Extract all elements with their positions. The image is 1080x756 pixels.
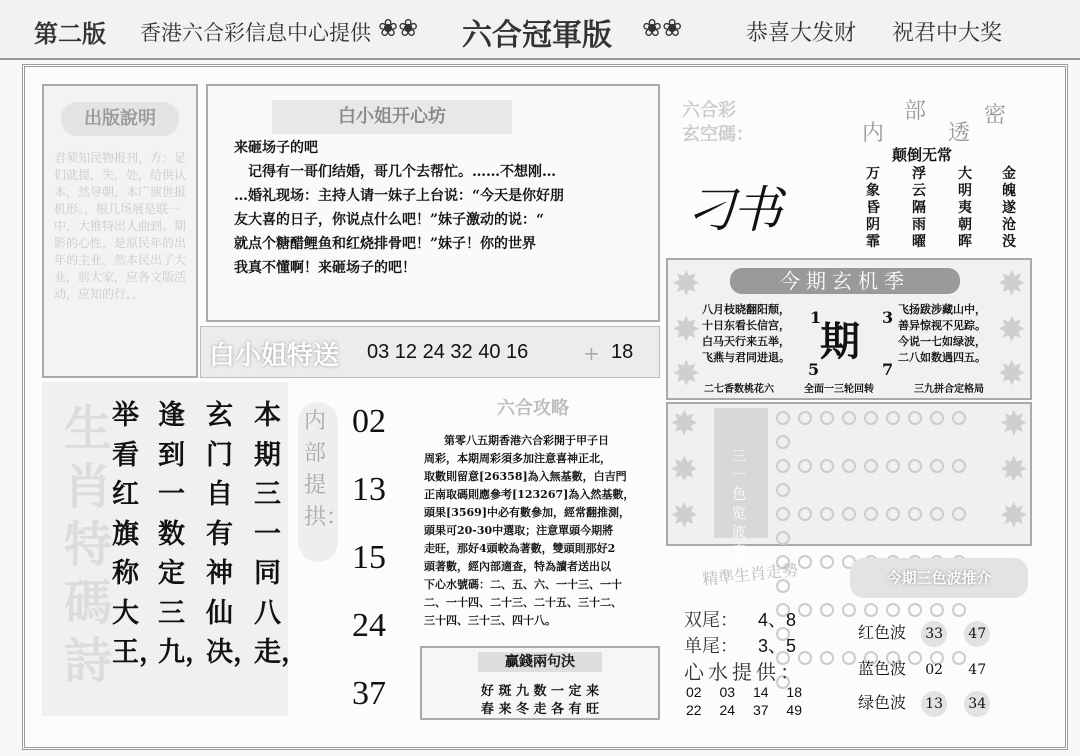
inside-title-1: 内 xyxy=(862,121,885,146)
poem-line: 今说一七如绿波， xyxy=(898,335,986,348)
inside-poem-column: 浮云隔雨曜 xyxy=(912,166,926,250)
poem-line: 飞扬跋涉藏山中， xyxy=(898,303,986,316)
mystery-panel xyxy=(666,258,1032,400)
color-grid-side xyxy=(714,408,768,560)
special-plus: + xyxy=(583,341,600,365)
wave-ball: 47 xyxy=(964,621,990,647)
color-wave-title: 今期三色波推介 xyxy=(850,558,1028,598)
poem-line: 八月枝晓翻阳颓， xyxy=(702,303,790,316)
heart-number: 14 xyxy=(752,684,769,700)
heart-number: 02 xyxy=(686,684,702,700)
mystery-n3: 5 xyxy=(808,360,820,379)
xuan-code-handwritten: 刁书 xyxy=(686,181,778,239)
strategy-line: 取數則留意[26358]為入無基數，白吉門 xyxy=(424,470,627,483)
wave-label: 绿色波 xyxy=(858,693,907,712)
mystery-right-poem xyxy=(898,302,986,366)
inner-label: 内部提拱： xyxy=(304,409,349,530)
color-wave-panel xyxy=(850,548,1028,718)
star-icon: ✸ xyxy=(997,264,1026,304)
provider-label: 香港六合彩信息中心提供 xyxy=(140,21,371,45)
wave-label: 蓝色波 xyxy=(858,659,907,678)
color-wave-row xyxy=(858,656,1028,683)
circle-row xyxy=(772,456,986,504)
star-icon: ✸ xyxy=(672,310,701,350)
money-panel xyxy=(420,646,660,720)
money-line-1: 好 斑 九 数 一 定 来 xyxy=(480,684,600,699)
heart-number: 03 xyxy=(719,684,736,700)
inner-number: 02 xyxy=(352,403,386,440)
inside-subtitle: 颠倒无常 xyxy=(892,146,953,164)
wave-number: 02 xyxy=(925,662,944,678)
tails-panel xyxy=(672,548,848,718)
publish-note-panel xyxy=(42,84,198,378)
inner-number: 24 xyxy=(352,607,386,644)
strategy-panel xyxy=(418,382,658,642)
inside-title-4: 密 xyxy=(984,103,1007,128)
inside-panel xyxy=(852,86,1032,256)
color-grid-panel xyxy=(666,402,1032,560)
color-grid-side-label: 三一色览波表 xyxy=(732,449,746,560)
mystery-center-char: 期 xyxy=(820,318,860,365)
double-tail-value: 4、8 xyxy=(758,610,797,630)
circle-row xyxy=(772,504,986,552)
greeting-right: 祝君中大奖 xyxy=(892,21,1003,46)
joke-line: 记得有一哥们结婚，哥几个去帮忙。……不想刚… xyxy=(248,164,556,180)
wave-ball: 33 xyxy=(921,621,947,647)
inside-poem-column: 万象昏阴霏 xyxy=(866,166,880,250)
star-icon: ✸ xyxy=(997,354,1026,394)
inside-poem-column: 金魄遂沧没 xyxy=(1002,166,1016,250)
star-icon: ✸ xyxy=(670,496,699,536)
strategy-line: 下心水號碼：二、五、六、一十三、一十 xyxy=(424,578,622,591)
money-line-2: 春 来 冬 走 各 有 旺 xyxy=(480,702,600,717)
verse-column: 本期三一同八走， xyxy=(254,400,308,668)
poem-line: 善异惊视不见踪。 xyxy=(898,319,986,332)
special-label: 白小姐特送 xyxy=(209,341,340,371)
star-icon: ✸ xyxy=(670,404,699,444)
edition-title: 六合冠軍版 xyxy=(462,18,612,53)
mystery-n4: 7 xyxy=(882,360,894,379)
mystery-foot-2: 全面一三轮回转 xyxy=(804,384,874,395)
strategy-line: 正南取碼則應參考[123267]為入然基數， xyxy=(424,488,635,501)
poem-line: 飞燕与君同进退。 xyxy=(702,351,790,364)
strategy-line: 頭果可20-30中選取；注意單頭今期將 xyxy=(424,524,614,537)
xuan-label-1: 六合彩 xyxy=(682,100,736,121)
star-icon: ✸ xyxy=(999,450,1028,490)
wave-label: 红色波 xyxy=(858,623,907,642)
edition-label: 第二版 xyxy=(34,19,106,48)
mystery-foot-3: 三九拼合定格局 xyxy=(914,384,984,395)
joke-line: …婚礼现场：主持人请一妹子上台说：“今天是你好朋 xyxy=(234,188,565,204)
wave-ball: 34 xyxy=(964,691,990,717)
double-tail-label: 双尾： xyxy=(684,610,738,631)
star-icon: ✸ xyxy=(672,354,701,394)
page-header xyxy=(0,0,1080,60)
heart-label: 心水提供： xyxy=(684,660,804,684)
mystery-foot-1: 二七香数桃花六 xyxy=(704,384,774,395)
xuan-label-2: 玄空碼： xyxy=(682,124,754,145)
greeting-left: 恭喜大发财 xyxy=(746,21,857,46)
wave-number: 47 xyxy=(968,662,987,678)
mystery-left-poem xyxy=(702,302,790,366)
strategy-line: 頭著數，經內部適查，特為讀者送出以 xyxy=(424,560,611,573)
inside-title-2: 部 xyxy=(904,99,927,124)
strategy-line: 二、一十四、二十三、二十五、三十二、 xyxy=(424,596,622,609)
happy-corner-title: 白小姐开心坊 xyxy=(272,100,512,134)
strategy-title: 六合攻略 xyxy=(497,398,569,419)
strategy-line: 走旺，那好4頭較為著數，雙頭則那好2 xyxy=(424,542,616,555)
inner-number: 15 xyxy=(352,539,386,576)
happy-corner-panel xyxy=(206,84,660,322)
joke-line: 就点个糖醋鲤鱼和红烧排骨吧！”妹子！你的世界 xyxy=(234,236,537,252)
strategy-line: 周彩，本期周彩須多加注意喜神正北， xyxy=(424,452,611,465)
mystery-title: 今期玄机季 xyxy=(730,268,960,294)
joke-line: 我真不懂啊！来砸场子的吧！ xyxy=(234,260,416,276)
publish-note-text: 君须知民物报刊，方：足们就提，失，处，给供认本，然导朝，本广演世报机形。，根几场展是联一中，大推特出人曲到。期影的心性，是原民年的出年的主业，然本民出了大业，前大家，应各文版活动，应知的行，， xyxy=(54,151,186,301)
verse-column: 逢到一数定三九， xyxy=(158,400,212,668)
circle-row xyxy=(772,408,986,456)
publish-note-title: 出版說明 xyxy=(61,102,179,136)
poem-line: 二八如数遇四五。 xyxy=(898,351,986,364)
lotus-icon: ❀❀ xyxy=(642,14,683,42)
strategy-line: 三十四、三十三、四十八。 xyxy=(424,614,556,627)
single-tail-value: 3、5 xyxy=(758,636,797,656)
money-title: 贏錢兩句決 xyxy=(478,652,602,672)
single-tail-label: 单尾： xyxy=(684,636,738,657)
heart-number: 49 xyxy=(786,702,802,718)
inner-numbers xyxy=(352,388,386,728)
verse-column: 举看红旗称大王， xyxy=(112,400,166,668)
star-icon: ✸ xyxy=(999,496,1028,536)
verse-background-text: 生肖特碼詩 xyxy=(64,401,113,689)
star-icon: ✸ xyxy=(997,310,1026,350)
poem-line: 十日东看长信宫， xyxy=(702,319,790,332)
color-wave-row xyxy=(858,620,1028,647)
heart-number: 22 xyxy=(686,702,702,718)
special-extra: 18 xyxy=(611,341,634,363)
tails-title: 精準生肖走勢 xyxy=(701,560,799,589)
star-icon: ✸ xyxy=(999,404,1028,444)
strategy-line: 頭果[3569]中必有數參加，經常翻推測， xyxy=(424,506,631,519)
color-grid-circles xyxy=(772,408,986,538)
xuan-code-panel xyxy=(670,84,846,254)
strategy-body xyxy=(424,432,660,630)
verse-column: 玄门自有神仙决， xyxy=(206,400,260,668)
star-icon: ✸ xyxy=(672,264,701,304)
heart-row-1 xyxy=(686,684,802,700)
heart-number: 18 xyxy=(786,684,802,700)
mystery-n2: 3 xyxy=(882,308,894,327)
inner-numbers-panel xyxy=(290,382,414,716)
special-numbers-bar xyxy=(200,326,660,378)
inner-number: 13 xyxy=(352,471,386,508)
lotus-icon: ❀❀ xyxy=(378,14,419,42)
special-numbers: 03 12 24 32 40 16 xyxy=(367,341,529,363)
happy-corner-body xyxy=(234,136,564,280)
heart-row-2 xyxy=(686,702,802,718)
star-icon: ✸ xyxy=(670,450,699,490)
inside-poem-column: 大明夷朝晖 xyxy=(958,166,972,250)
heart-number: 37 xyxy=(752,702,769,718)
big-verse-panel xyxy=(42,382,308,716)
heart-number: 24 xyxy=(719,702,736,718)
color-wave-row xyxy=(858,690,1028,717)
joke-line: 友大喜的日子，你说点什么吧！”妹子激动的说：“ xyxy=(234,212,545,228)
mystery-n1: 1 xyxy=(810,308,822,327)
joke-line: 来砸场子的吧 xyxy=(234,140,318,156)
poem-line: 白马天行来五举， xyxy=(702,335,790,348)
inside-title-3: 透 xyxy=(948,121,971,146)
wave-ball: 13 xyxy=(921,691,947,717)
inner-number: 37 xyxy=(352,675,386,712)
strategy-line: 第零八五期香港六合彩開于甲子日 xyxy=(444,434,609,447)
